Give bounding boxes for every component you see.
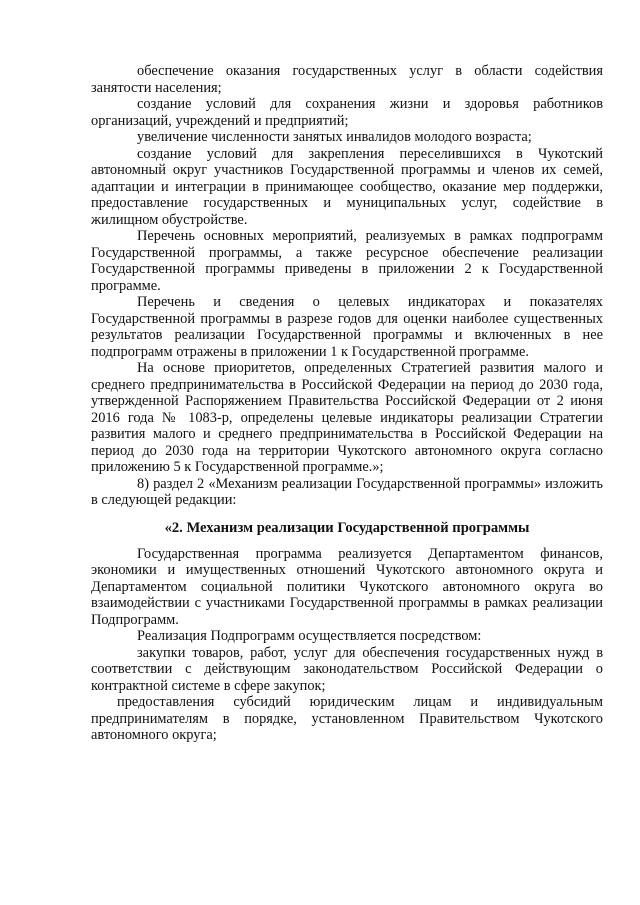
paragraph-indicators-list: Перечень и сведения о целевых индикаторах и показателях Государственной программы в разрезе годов для оценки наиболее существенных результатов реализации Государственной программы и включенных в нее подпрограмм отражены в приложении 1 к Государственной программе. [91, 294, 603, 360]
paragraph-activities-list: Перечень основных мероприятий, реализуемых в рамках подпрограмм Государственной программы, а также ресурсное обеспечение реализации Государственной программы приведены в приложении 2 к Государственной программе. [91, 228, 603, 294]
paragraph-resettlement: создание условий для закрепления переселившихся в Чукотский автономный округ участников Государственной программы и членов их семей, адаптации и интеграции в принимающее сообщество, оказание мер поддержки, предоставление государственных и муниципальных услуг, содействие в жилищном обустройстве. [91, 145, 603, 228]
paragraph-procurement: закупки товаров, работ, услуг для обеспечения государственных нужд в соответствии с действующим законодательством Российской Федерации о контрактной системе в сфере закупок; [91, 644, 603, 694]
paragraph-implementation-means: Реализация Подпрограмм осуществляется посредством: [137, 628, 482, 644]
paragraph-services-employment: обеспечение оказания государственных услуг в области содействия занятости населения; [91, 63, 603, 96]
paragraph-amendment-8: 8) раздел 2 «Механизм реализации Государственной программы» изложить в следующей редакции: [91, 475, 603, 508]
section-heading: «2. Механизм реализации Государственной программы [164, 519, 530, 536]
paragraph-disabled-youth: увеличение численности занятых инвалидов молодого возраста; [137, 129, 532, 145]
paragraph-strategy-priorities: На основе приоритетов, определенных Стратегией развития малого и среднего предпринимательства в Российской Федерации на период до 2030 года, утвержденной Распоряжением Правительства Российской Федерации от 2 июня 2016 года № 1083-р, определены целевые индикаторы реализации Стратегии развития малого и среднего предпринимательства в Российской Федерации на период до 2030 года на территории Чукотского автономного округа согласно приложению 5 к Государственной программе.»; [91, 360, 603, 475]
paragraph-program-implementers: Государственная программа реализуется Департаментом финансов, экономики и имущественных отношений Чукотского автономного округа и Департаментом социальной политики Чукотского автономного округа во взаимодействии с участниками Государственной программы в рамках реализации Подпрограмм. [91, 545, 603, 628]
paragraph-worker-safety: создание условий для сохранения жизни и здоровья работников организаций, учреждений и предприятий; [91, 96, 603, 129]
paragraph-subsidies: предоставления субсидий юридическим лицам и индивидуальным предпринимателям в порядке, установленном Правительством Чукотского автономного округа; [91, 694, 603, 743]
document-page [91, 63, 603, 744]
